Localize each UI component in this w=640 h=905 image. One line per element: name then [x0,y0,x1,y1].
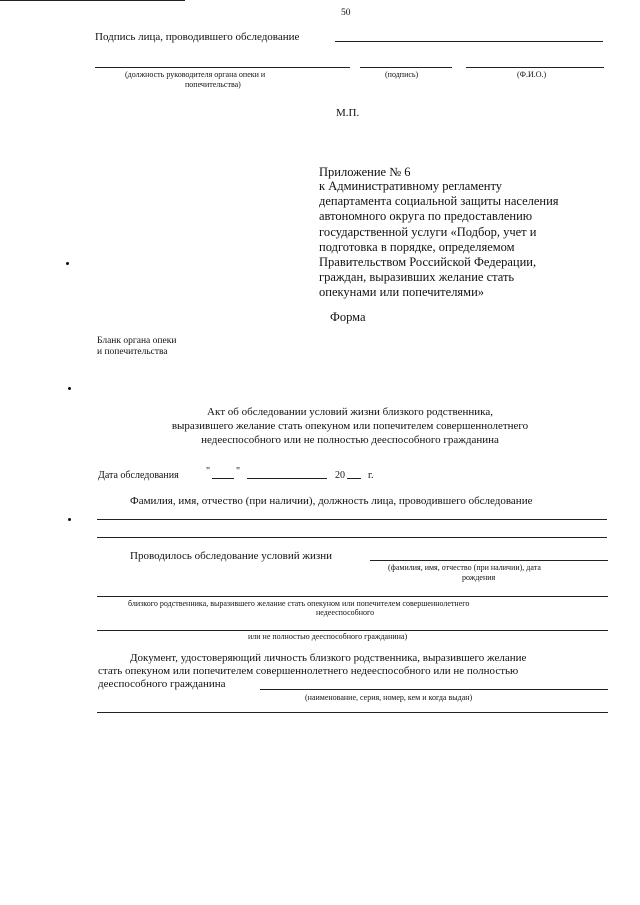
month-line [247,478,327,479]
inspector-line-1 [97,519,607,520]
top-edge-line [0,0,185,1]
document-text-1: Документ, удостоверяющий личность близкого родственника, выразившего желание [130,652,527,664]
blank-line-1: Бланк органа опеки [97,336,177,346]
scan-mark [68,387,71,390]
position-line [95,67,350,68]
appendix-line: автономного округа по предоставлению [319,209,533,224]
quote-close: " [236,466,241,477]
appendix-line: департамента социальной защиты населения [319,194,559,209]
scan-mark [68,518,71,521]
act-title-line: выразившего желание стать опекуном или попечителем совершеннолетнего [171,420,529,432]
caption-signature: (подпись) [385,70,419,79]
appendix-line: граждан, выразивших желание стать [319,270,515,285]
appendix-line: государственной услуги «Подбор, учет и [319,224,537,239]
day-line [212,478,234,479]
scan-mark [66,262,69,265]
signature-line [335,41,603,42]
survey-label: Проводилось обследование условий жизни [130,550,332,562]
document-line-1 [260,689,608,690]
survey-caption-2: рождения [462,573,496,582]
inspector-line-2 [97,537,607,538]
appendix-line: подготовка в порядке, определяемом [319,239,515,254]
survey-caption-3: близкого родственника, выразившего желание стать опекуном или попечителем совершеннолетнего [128,599,470,608]
survey-line-2 [97,596,608,597]
appendix-line: к Административному регламенту [319,179,503,193]
document-caption: (наименование, серия, номер, кем и когда выдан) [305,693,473,702]
appendix-line: опекунами или попечителями» [319,285,485,300]
page-number: 50 [341,8,351,18]
appendix-line: Правительством Российской Федерации, [319,255,537,270]
survey-caption-5: или не полностью дееспособного гражданина) [248,632,408,641]
year-line [347,478,361,479]
survey-line-3 [97,630,608,631]
act-title-line: недееспособного или не полностью дееспособного гражданина [201,434,499,446]
caption-position-2: попечительства) [185,80,241,89]
stamp-label: М.П. [336,107,360,119]
year-suffix: г. [368,470,374,481]
act-title-line: Акт об обследовании условий жизни близкого родственника, [207,406,493,418]
form-label: Форма [330,310,366,324]
appendix-lines [319,179,559,301]
appendix-title: Приложение № 6 [319,165,411,179]
fio-line [466,67,604,68]
caption-fio: (Ф.И.О.) [517,70,547,79]
survey-caption-1: (фамилия, имя, отчество (при наличии), дата [388,563,541,572]
blank-line-2: и попечительства [97,347,168,357]
survey-line-1 [370,560,608,561]
quote-open: " [206,466,211,477]
document-line-2 [97,712,608,713]
inspector-label: Фамилия, имя, отчество (при наличии), должность лица, проводившего обследование [130,495,533,507]
survey-date-label: Дата обследования [98,470,179,481]
signature-label: Подпись лица, проводившего обследование [95,31,300,43]
act-title [90,405,610,447]
document-text-3: дееспособного гражданина [98,678,226,690]
year-prefix: 20 [335,470,345,481]
survey-caption-4: недееспособного [316,608,375,617]
signature-sub-line [360,67,452,68]
document-text-2: стать опекуном или попечителем совершеннолетнего недееспособного или не полностью [98,665,519,677]
caption-position: (должность руководителя органа опеки и [125,70,266,79]
